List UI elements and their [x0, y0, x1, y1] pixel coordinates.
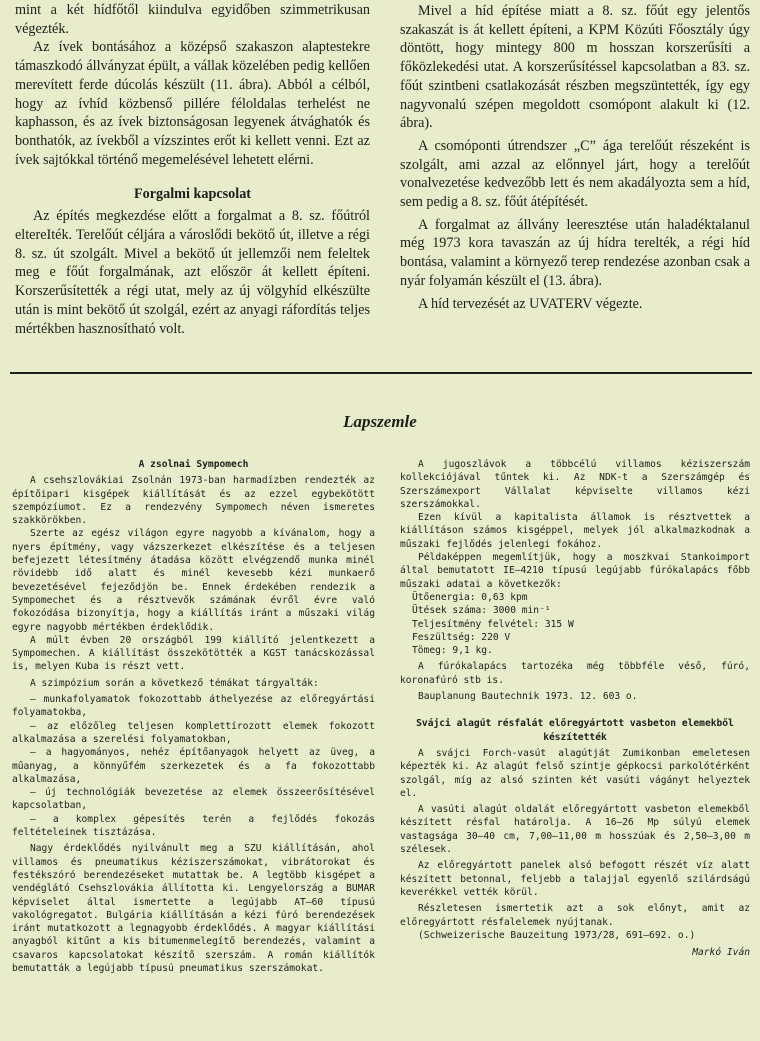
- paragraph: A vasúti alagút oldalát előregyártott vasbeton elemekből készített résfal határolja. A 16—26 Mp súlyú elemek vastagsága 30—40 cm, 7,00—11,00 m hosszúak és 2,50—3,00 m szélesek.: [400, 804, 750, 856]
- tech-specs: [400, 591, 750, 657]
- section-divider: [10, 372, 752, 374]
- paragraph: Mivel a híd építése miatt a 8. sz. főút egy jelentős szakaszát is át kellett építeni, a KPM Közúti Főosztály úgy döntött, hogy mintegy 800 m hosszan korszerűsíti a főközlekedési utat. A korszerűsítéssel kapcsolatban a 83. sz. főút szintbeni csatlakozását részben megszüntették, így egy nagyvonalú szépen megoldott csomópont alakult ki (12. ábra).: [400, 3, 750, 132]
- spec-line: Ütések száma: 3000 min⁻¹: [412, 605, 551, 617]
- paragraph: A forgalmat az állvány leeresztése után haladéktalanul még 1973 kora tavaszán az új hídra terelték, a régi híd bontása, valamint a környező terep rendezése azonban csak a nyár folyamán készült el (13. ábra).: [400, 216, 750, 289]
- paragraph: A múlt évben 20 országból 199 kiállító jelentkezett a Sympomechen. A kiállítást összekötötték a KGST tanácskozással is, melyen Kuba is részt vett.: [12, 634, 375, 673]
- paragraph: A fúrókalapács tartozéka még többféle véső, fúró, koronafúró stb is.: [400, 661, 750, 686]
- paragraph: A híd tervezését az UVATERV végezte.: [418, 295, 643, 312]
- spec-line: Teljesítmény felvétel: 315 W: [412, 618, 574, 630]
- paragraph: Nagy érdeklődés nyilvánult meg a SZU kiállításán, ahol villamos és pneumatikus kéziszerszámokat, vibrátorokat és festékszóró berendezéseket mutattak be. A legtöbb kisgépet a vendéglátó Csehszlovákia állította ki. Lengyelország a BUMAR képviselet által ismertette a legújabb AT—60 típusú vakológregatot. Bulgária kiállításán a kézi fúró berendezések iránt mutatkozott a legnagyobb érdeklődés. A magyar kiállítási anyagból kitűnt a kis bitumenmelegítő berendezés, valamint a csavaros kapcsolatokat készítő szerszám. A román kiállítók bemutatták a legújabb típusú pneumatikus szerszámokat.: [12, 843, 375, 974]
- bottom-left-column: [12, 458, 375, 975]
- source-citation: (Schweizerische Bauzeitung 1973/28, 691—692. o.): [418, 929, 696, 941]
- paragraph: A csomóponti útrendszer „C” ága terelőút részeként is szolgált, ami azzal az előnnyel járt, hogy a terelőút vonalvezetése kedvezőbb lett és nem akadályozta sem a híd, sem pedig a 8. sz. főút átépítését.: [400, 137, 750, 211]
- article-heading: A zsolnai Sympomech: [138, 459, 249, 470]
- top-left-column: [15, 1, 370, 338]
- paragraph: Példaképpen megemlítjük, hogy a moszkvai Stankoimport által bemutatott IE—4210 típusú legújabb fúrókalapács főbb műszaki adatai a következők:: [400, 552, 750, 590]
- spec-line: Ütőenergia: 0,63 kpm: [412, 591, 528, 603]
- list-item: — munkafolyamatok fokozottabb áthelyezése az előregyártási folyamatokba,: [12, 694, 375, 719]
- section-title: Lapszemle: [343, 412, 417, 431]
- spec-line: Feszültség: 220 V: [412, 631, 511, 643]
- paragraph: A csehszlovákiai Zsolnán 1973-ban harmadízben rendezték az építőipari kisgépek kiállítását és az ezzel egybekötött szempózíumot. Ez a rendezvény Sympomech néven ismeretes szakkörökben.: [12, 475, 375, 527]
- paragraph: Az építés megkezdése előtt a forgalmat a 8. sz. főútról eltereIték. Terelőút céljára a városlődi bekötő út, illetve a régi 8. sz. út szolgált. Mivel a bekötő út jellemzői nem feleltek meg e főút forgalmának, azt először át kellett építeni. Korszerűsítették a régi utat, mely az új völgyhíd elkészülte után is mint bekötő út szolgál, ezért az anyagi ráfordítás teljes mértékben hasznosítható volt.: [15, 208, 370, 337]
- list-item: — a hagyományos, nehéz építőanyagok helyett az üveg, a műanyag, a könnyűfém szerkezetek és a fa fokozottabb alkalmazása,: [12, 747, 375, 785]
- paragraph: Az előregyártott panelek alsó befogott részét víz alatt készített betonnal, feljebb a talajjal egyenlő szilárdságú keverékkel vették körül.: [400, 860, 750, 898]
- paragraph: Az ívek bontásához a középső szakaszon alaptestekre támaszkodó állványzat épült, a vállak közelében pedig kellően merevített ferde dúcolás készült (11. ábra). Abból a célból, hogy az ívhíd közbenső pillére féloldalas terhelést ne kaphasson, és az ívek biztonságosan legyenek átvághatók és bonthatók, az ívekből a vízszintes erőt ki kellett venni. Ezt az ívek sajtókkal történő megemelésével lehetett elérni.: [15, 39, 370, 168]
- section-heading: Forgalmi kapcsolat: [133, 186, 252, 203]
- list-item: — az előzőleg teljesen komplettírozott elemek fokozott alkalmazása a szerelési folyamatokban,: [12, 720, 375, 745]
- paragraph: Szerte az egész világon egyre nagyobb a kívánalom, hogy a nyers építmény, vagy vázszerkezet elkészítése és a teljesen befejezett létesítmény átadása között elvégzendő munka minél rövidebb idő alatt és minél kevesebb kézi munkaerő bevezetésével fejeződjön be. Ennek érdekében rendezik a Sympomechet és a résztvevők számának évről évre való fokozódása bizonyítja, hogy a kiállítás iránt a műszaki világ egyre nagyobb mértékben érdeklődik.: [12, 528, 375, 633]
- paragraph: Részletesen ismertetik azt a sok előnyt, amit az előregyártott résfalelemek nyújtanak.: [400, 903, 750, 928]
- paragraph: Ezen kívül a kapitalista államok is résztvettek a kiállításon számos kisgéppel, melyek jól alkalmazkodnak a műszaki fejlődés jelenlegi fokához.: [400, 512, 750, 550]
- article-heading: Svájci alagút résfalát előregyártott vasbeton elemekből készítették: [416, 718, 734, 743]
- bottom-right-column: [400, 458, 750, 959]
- top-right-column: [400, 2, 750, 313]
- paragraph: A svájci Forch-vasút alagútját Zumikonban emeletesen képezték ki. Az alagút felső szintje gépkocsi parkolótérként szolgál, míg az alsó szinten két vasúti vágányt helyeztek el.: [400, 747, 750, 799]
- source-citation: Bauplanung Bautechnik 1973. 12. 603 o.: [418, 691, 638, 703]
- author-signature: Markó Iván: [692, 947, 750, 959]
- paragraph: mint a két hídfőtől kiindulva egyidőben szimmetrikusan végezték.: [15, 2, 370, 37]
- paragraph: A jugoszlávok a többcélú villamos kéziszerszám kollekciójával tűntek ki. Az NDK-t a Szerszámgép és Szerszámexport Vállalat képviselte villamos kézi szerszámokkal.: [400, 459, 750, 510]
- paragraph: A szimpózium során a következő témákat tárgyalták:: [30, 677, 319, 689]
- spec-line: Tömeg: 9,1 kg.: [412, 645, 493, 657]
- list-item: — a komplex gépesítés terén a fejlődés fokozás feltételeinek tisztázása.: [12, 813, 375, 839]
- list-item: — új technológiák bevezetése az elemek összeerősítésével kapcsolatban,: [12, 787, 375, 812]
